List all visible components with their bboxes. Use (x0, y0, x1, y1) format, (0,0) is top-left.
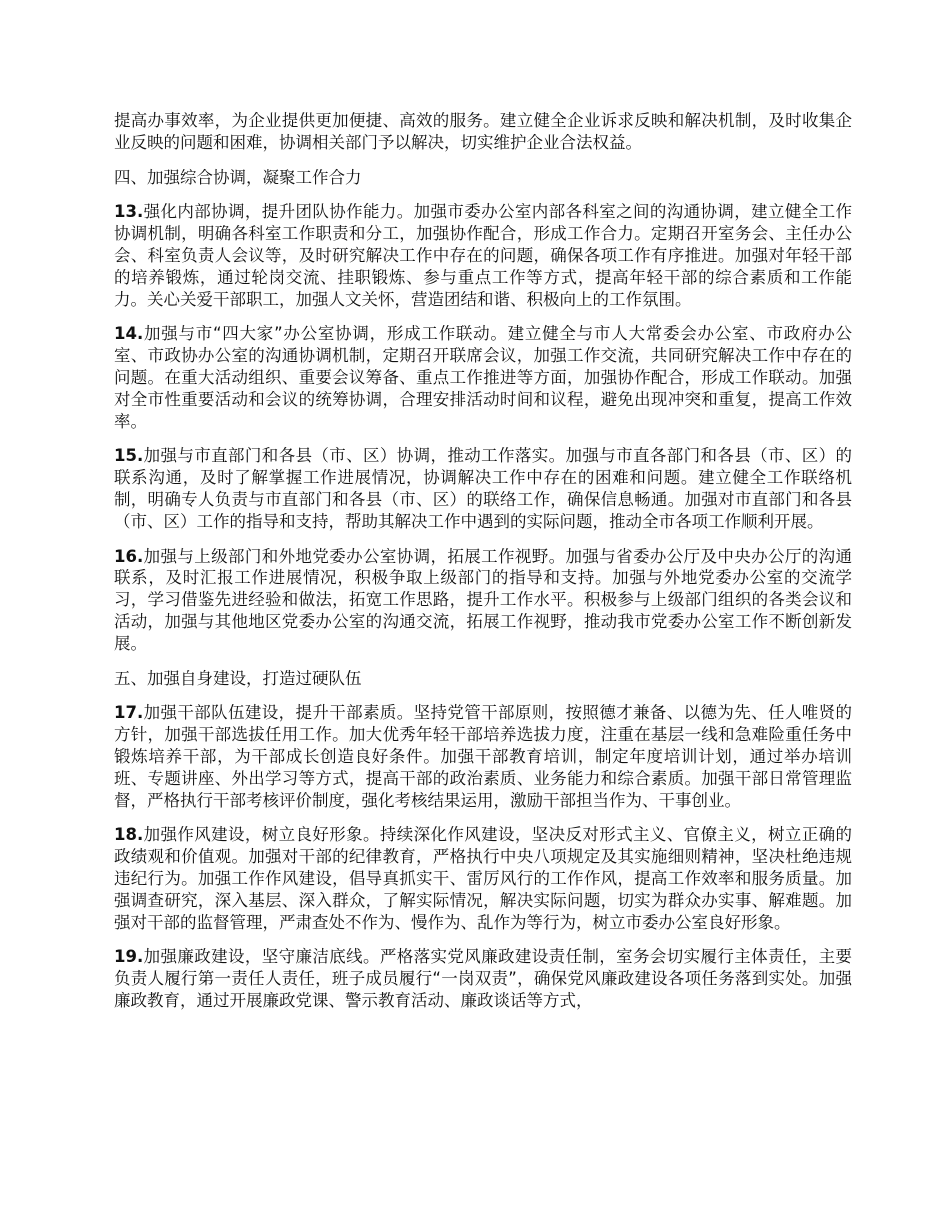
item-number: 18. (114, 825, 144, 845)
item-number: 14. (114, 324, 144, 344)
item-text: 加强与市直部门和各县（市、区）协调，推动工作落实。加强与市直各部门和各县（市、区）的联系沟通，及时了解掌握工作进展情况，协调解决工作中存在的困难和问题。建立健全工作联络机制，明确专人负责与市直部门和各县（市、区）的联络工作，确保信息畅通。加强对市直部门和各县（市、区）工作的指导和支持，帮助其解决工作中遇到的实际问题，推动全市各项工作顺利开展。 (114, 446, 852, 531)
intro-paragraph: 提高办事效率，为企业提供更加便捷、高效的服务。建立健全企业诉求反映和解决机制，及时收集企业反映的问题和困难，协调相关部门予以解决，切实维护企业合法权益。 (114, 111, 852, 152)
item-14 (114, 323, 852, 432)
item-13 (114, 201, 852, 310)
item-number: 13. (114, 202, 144, 222)
item-text: 加强与市“四大家”办公室协调，形成工作联动。建立健全与市人大常委会办公室、市政府办公室、市政协办公室的沟通协调机制，定期召开联席会议，加强工作交流，共同研究解决工作中存在的问题。在重大活动组织、重要会议筹备、重点工作推进等方面，加强协作配合，形成工作联动。加强对全市性重要活动和会议的统筹协调，合理安排活动时间和议程，避免出现冲突和重复，提高工作效率。 (114, 324, 852, 431)
item-18 (114, 824, 852, 933)
item-number: 17. (114, 703, 144, 723)
item-text: 强化内部协调，提升团队协作能力。加强市委办公室内部各科室之间的沟通协调，建立健全工作协调机制，明确各科室工作职责和分工，加强协作配合，形成工作合力。定期召开室务会、主任办公会、科室负责人会议等，及时研究解决工作中存在的问题，确保各项工作有序推进。加强对年轻干部的培养锻炼，通过轮岗交流、挂职锻炼、参与重点工作等方式，提高年轻干部的综合素质和工作能力。关心关爱干部职工，加强人文关怀，营造团结和谐、积极向上的工作氛围。 (114, 202, 852, 309)
item-number: 19. (114, 947, 144, 967)
item-17 (114, 702, 852, 811)
section-heading-4: 四、加强综合协调，凝聚工作合力 (114, 167, 362, 187)
section-heading-5: 五、加强自身建设，打造过硬队伍 (114, 668, 362, 688)
item-19 (114, 946, 852, 1011)
item-16 (114, 546, 852, 655)
item-number: 16. (114, 546, 144, 566)
item-15 (114, 445, 852, 532)
item-text: 加强与上级部门和外地党委办公室协调，拓展工作视野。加强与省委办公厅及中央办公厅的沟通联系，及时汇报工作进展情况，积极争取上级部门的指导和支持。加强与外地党委办公室的交流学习，学习借鉴先进经验和做法，拓宽工作思路，提升工作水平。积极参与上级部门组织的各类会议和活动，加强与其他地区党委办公室的沟通交流，拓展工作视野，推动我市党委办公室工作不断创新发展。 (114, 546, 852, 653)
item-text: 加强廉政建设，坚守廉洁底线。严格落实党风廉政建设责任制，室务会切实履行主体责任，主要负责人履行第一责任人责任，班子成员履行“一岗双责”，确保党风廉政建设各项任务落到实处。加强廉政教育，通过开展廉政党课、警示教育活动、廉政谈话等方式， (114, 947, 852, 1010)
document-page (114, 110, 852, 1025)
item-text: 加强作风建设，树立良好形象。持续深化作风建设，坚决反对形式主义、官僚主义，树立正确的政绩观和价值观。加强对干部的纪律教育，严格执行中央八项规定及其实施细则精神，坚决杜绝违规违纪行为。加强工作作风建设，倡导真抓实干、雷厉风行的工作作风，提高工作效率和服务质量。加强调查研究，深入基层、深入群众，了解实际情况，解决实际问题，切实为群众办实事、解难题。加强对干部的监督管理，严肃查处不作为、慢作为、乱作为等行为，树立市委办公室良好形象。 (114, 825, 852, 932)
item-number: 15. (114, 446, 144, 466)
item-text: 加强干部队伍建设，提升干部素质。坚持党管干部原则，按照德才兼备、以德为先、任人唯贤的方针，加强干部选拔任用工作。加大优秀年轻干部培养选拔力度，注重在基层一线和急难险重任务中锻炼培养干部，为干部成长创造良好条件。加强干部教育培训，制定年度培训计划，通过举办培训班、专题讲座、外出学习等方式，提高干部的政治素质、业务能力和综合素质。加强干部日常管理监督，严格执行干部考核评价制度，强化考核结果运用，激励干部担当作为、干事创业。 (114, 703, 852, 810)
